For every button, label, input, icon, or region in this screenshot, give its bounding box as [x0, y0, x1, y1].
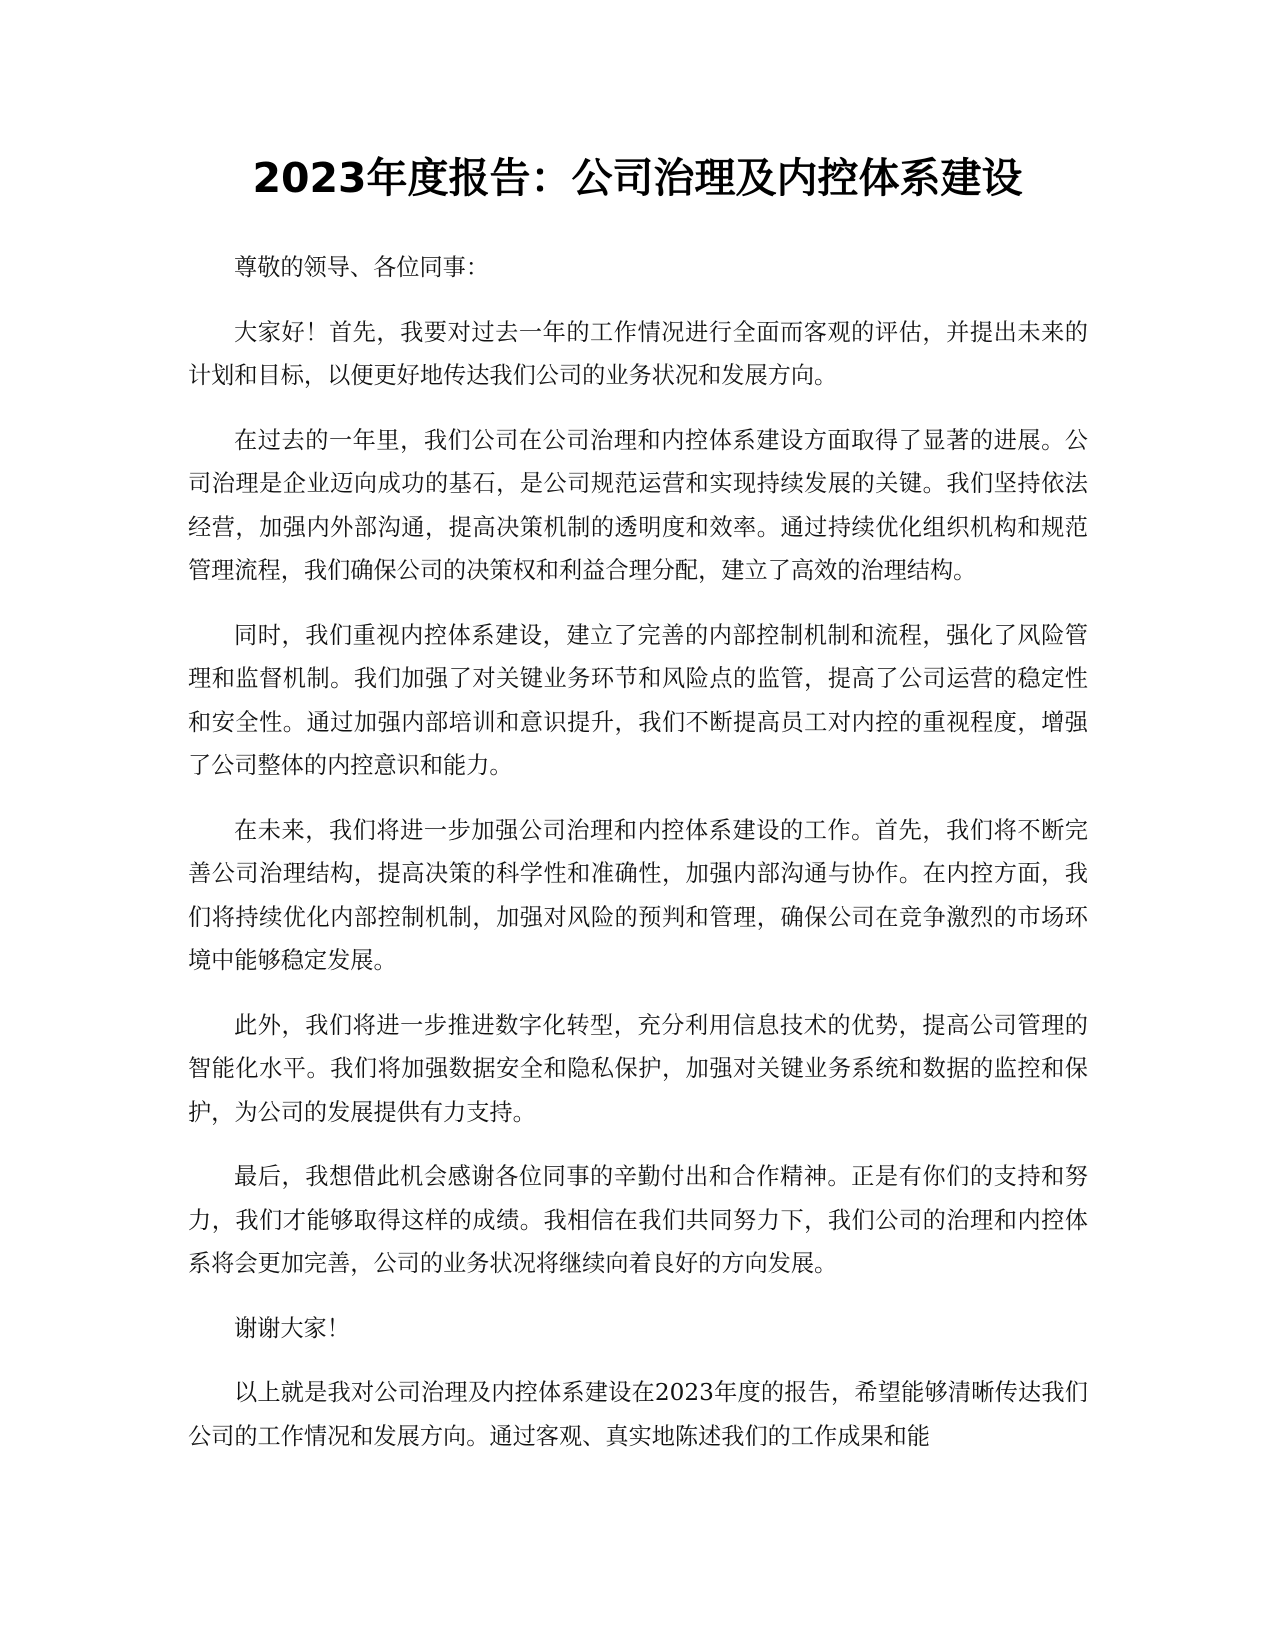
document-body [188, 246, 1088, 1479]
paragraph-internal-control: 同时，我们重视内控体系建设，建立了完善的内部控制机制和流程，强化了风险管理和监督机制。我们加强了对关键业务环节和风险点的监管，提高了公司运营的稳定性和安全性。通过加强内部培训和意识提升，我们不断提高员工对内控的重视程度，增强了公司整体的内控意识和能力。 [188, 621, 1088, 779]
paragraph-greeting: 大家好！首先，我要对过去一年的工作情况进行全面而客观的评估，并提出未来的计划和目标，以便更好地传达我们公司的业务状况和发展方向。 [188, 318, 1088, 389]
document-title: 2023年度报告：公司治理及内控体系建设 [252, 154, 1023, 202]
paragraph-thanks-colleagues: 最后，我想借此机会感谢各位同事的辛勤付出和合作精神。正是有你们的支持和努力，我们才能够取得这样的成绩。我相信在我们共同努力下，我们公司的治理和内控体系将会更加完善，公司的业务状况将继续向着良好的方向发展。 [188, 1163, 1088, 1277]
paragraph-digital-transformation: 此外，我们将进一步推进数字化转型，充分利用信息技术的优势，提高公司管理的智能化水平。我们将加强数据安全和隐私保护，加强对关键业务系统和数据的监控和保护，为公司的发展提供有力支持。 [188, 1011, 1088, 1126]
paragraph-thank-you: 谢谢大家！ [234, 1314, 350, 1342]
paragraph-governance: 在过去的一年里，我们公司在公司治理和内控体系建设方面取得了显著的进展。公司治理是企业迈向成功的基石，是公司规范运营和实现持续发展的关键。我们坚持依法经营，加强内外部沟通，提高决策机制的透明度和效率。通过持续优化组织机构和规范管理流程，我们确保公司的决策权和利益合理分配，建立了高效的治理结构。 [188, 426, 1088, 584]
paragraph-salutation: 尊敬的领导、各位同事： [234, 254, 490, 281]
paragraph-future-plans: 在未来，我们将进一步加强公司治理和内控体系建设的工作。首先，我们将不断完善公司治理结构，提高决策的科学性和准确性，加强内部沟通与协作。在内控方面，我们将持续优化内部控制机制，加强对风险的预判和管理，确保公司在竞争激烈的市场环境中能够稳定发展。 [188, 816, 1088, 974]
paragraph-conclusion: 以上就是我对公司治理及内控体系建设在2023年度的报告，希望能够清晰传达我们公司的工作情况和发展方向。通过客观、真实地陈述我们的工作成果和能 [188, 1379, 1088, 1450]
